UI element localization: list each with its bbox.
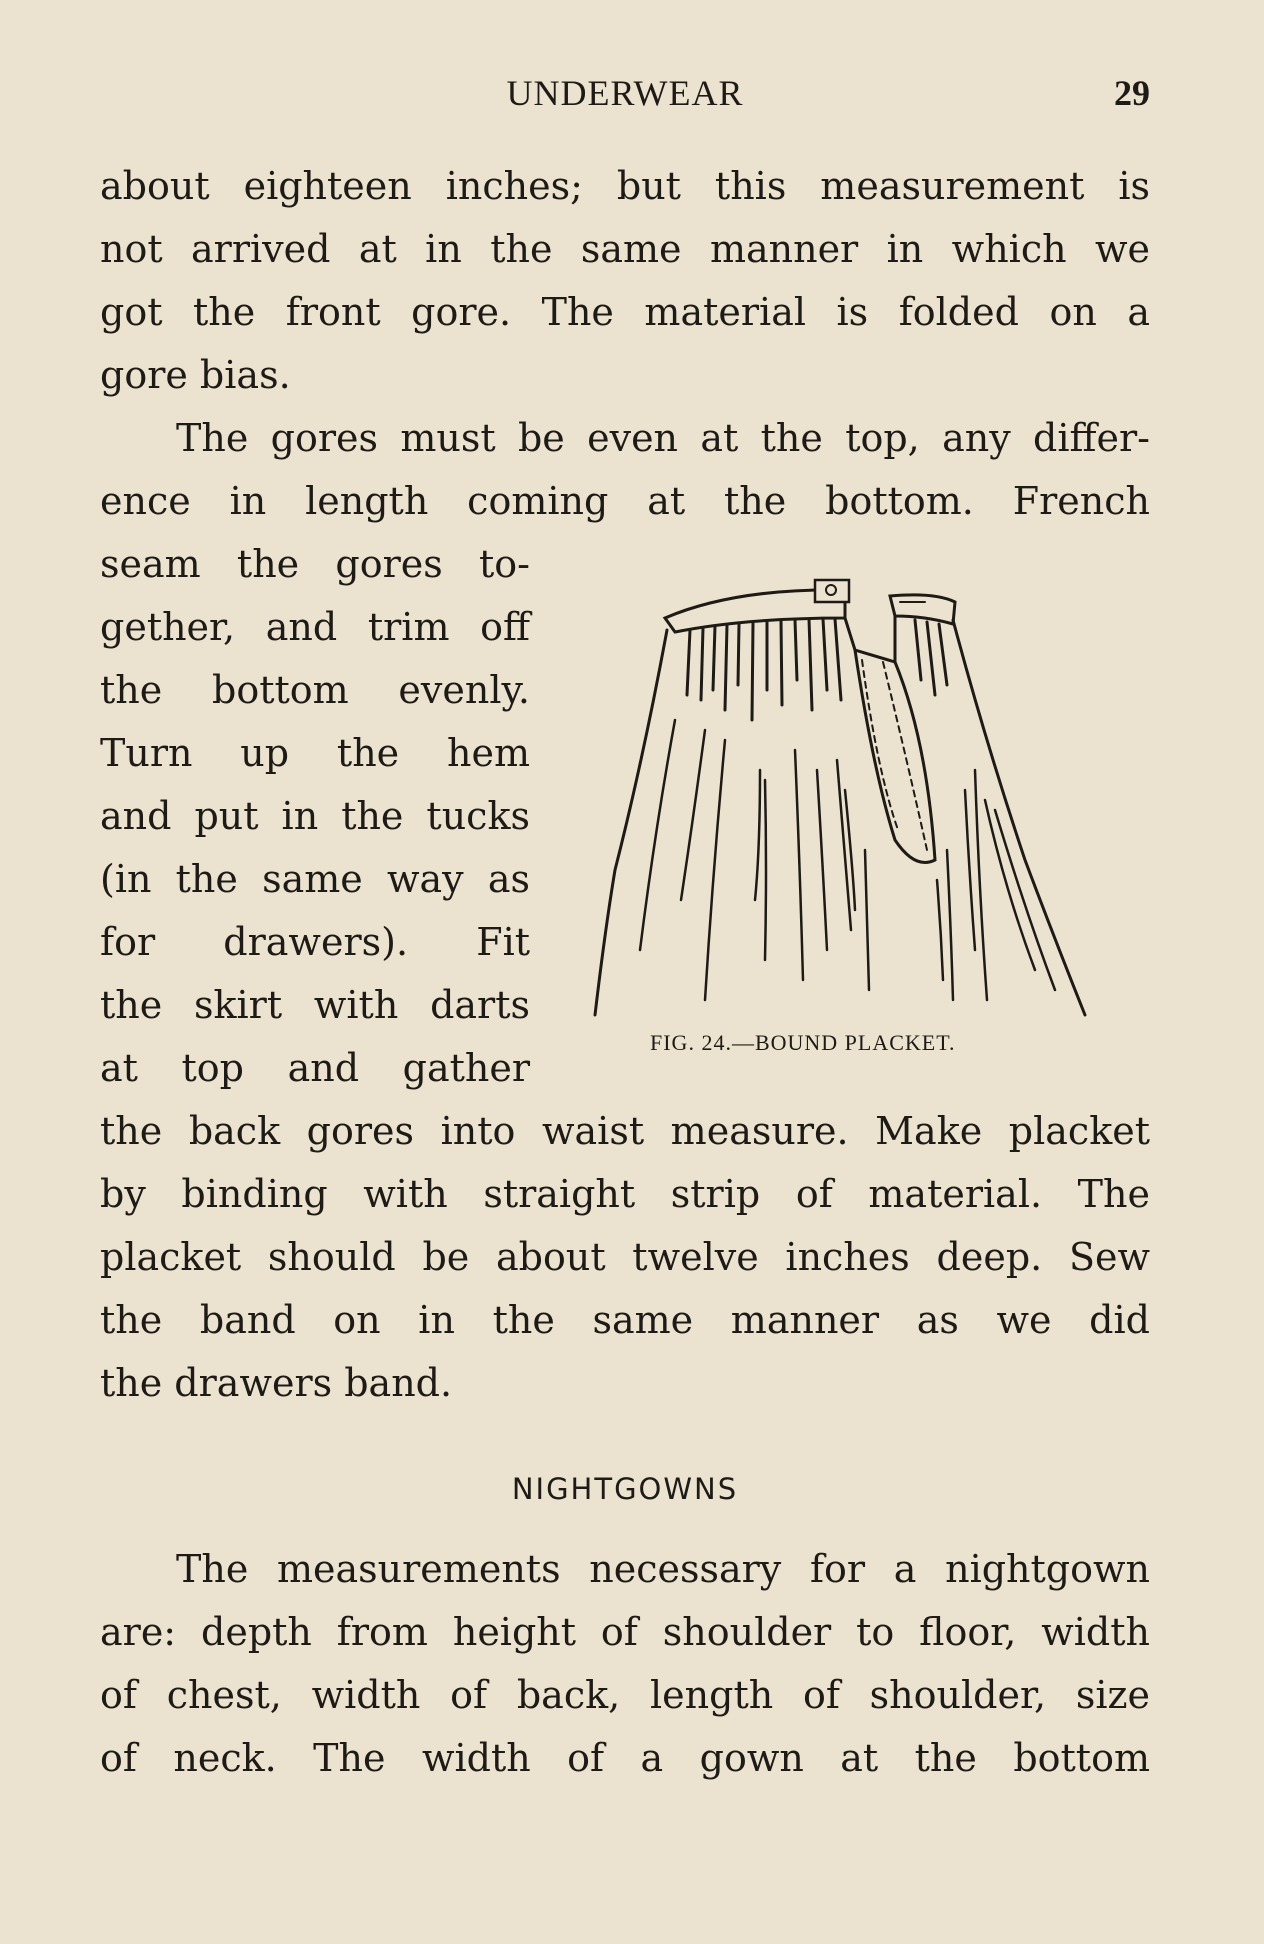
body-line: the band on in the same manner as we did xyxy=(100,1298,1150,1342)
body-line: for drawers). Fit xyxy=(100,920,530,964)
body-line: Turn up the hem xyxy=(100,731,530,775)
body-line: about eighteen inches; but this measurement is xyxy=(100,164,1150,208)
body-line: and put in the tucks xyxy=(100,794,530,838)
figure-caption: FIG. 24.—BOUND PLACKET. xyxy=(650,1030,956,1055)
body-line: by binding with straight strip of material. The xyxy=(100,1172,1150,1216)
running-head xyxy=(100,72,1150,116)
body-line: placket should be about twelve inches deep. Sew xyxy=(100,1235,1150,1279)
page-number: 29 xyxy=(1114,73,1150,113)
body-line: gether, and trim off xyxy=(100,605,530,649)
body-line: the back gores into waist measure. Make placket xyxy=(100,1109,1150,1153)
figure-bound-placket xyxy=(555,570,1165,1070)
body-line: The gores must be even at the top, any differ- xyxy=(176,416,1150,460)
body-line: not arrived at in the same manner in which we xyxy=(100,227,1150,271)
body-line: are: depth from height of shoulder to floor, width xyxy=(100,1610,1150,1654)
body-line: of chest, width of back, length of shoulder, size xyxy=(100,1673,1150,1717)
section-heading: NIGHTGOWNS xyxy=(511,1472,739,1506)
body-line: of neck. The width of a gown at the bottom xyxy=(100,1736,1150,1780)
body-line: the drawers band. xyxy=(100,1361,453,1405)
body-line: (in the same way as xyxy=(100,857,530,901)
body-line: gore bias. xyxy=(100,353,291,397)
skirt-illustration xyxy=(555,570,1165,1040)
running-title: UNDERWEAR xyxy=(506,73,744,113)
body-line: The measurements necessary for a nightgown xyxy=(176,1547,1150,1591)
body-line: the skirt with darts xyxy=(100,983,530,1027)
body-line: at top and gather xyxy=(100,1046,530,1090)
body-line: got the front gore. The material is folded on a xyxy=(100,290,1150,334)
body-line: ence in length coming at the bottom. French xyxy=(100,479,1150,523)
body-line: seam the gores to- xyxy=(100,542,530,586)
body-line: the bottom evenly. xyxy=(100,668,530,712)
